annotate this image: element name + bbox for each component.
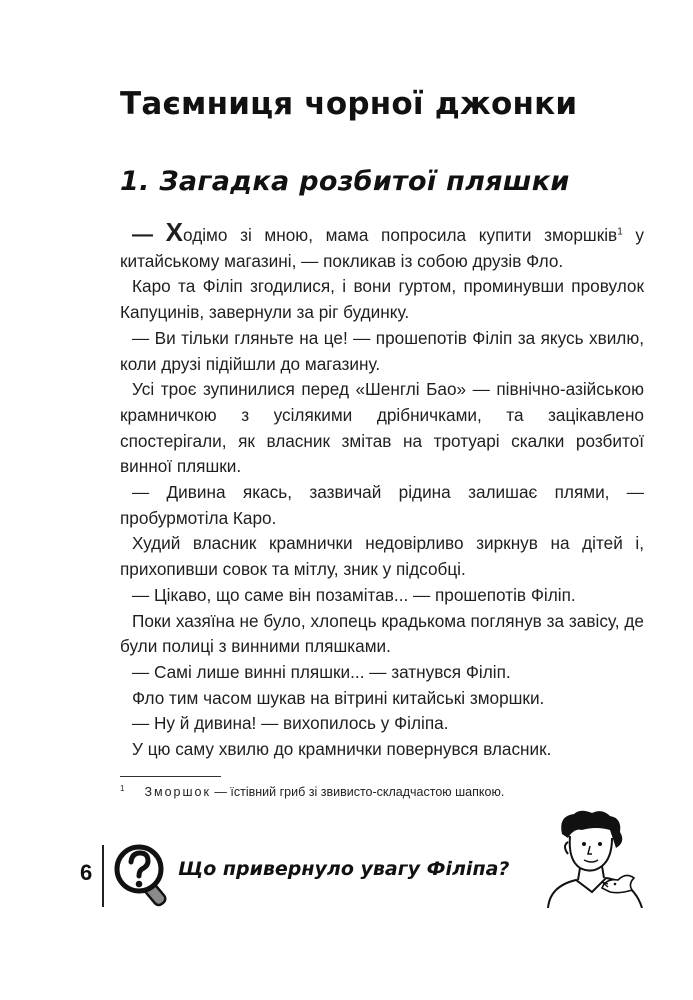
opening-dash: — [132,223,153,246]
page-number: 6 [80,860,93,885]
paragraph: — Самі лише винні пляшки... — затнувся Філіп. [132,661,511,682]
story-text [120,217,645,763]
footnote-number: 1 [120,784,125,793]
chapter-title: 1. Загадка розбитої пляшки [120,166,570,197]
paragraph: Фло тим часом шукав на вітрині китайські зморшки. [132,687,545,708]
paragraph: — Ви тільки гляньте на це! — прошепотів Філіп за якусь хвилю, коли друзі підійшли до магазину. [120,327,644,374]
paragraph: Худий власник крамнички недовірливо зиркнув на дітей і, прихопивши совок та мітлу, зник у підсобці. [120,533,644,580]
footnote-separator [120,776,221,777]
paragraph: У цю саму хвилю до крамнички повернувся власник. [132,739,552,760]
question-prompt: Що привернуло увагу Філіпа? [178,858,510,880]
paragraph: — Цікаво, що саме він позамітав... — прошепотів Філіп. [132,584,576,605]
paragraph: Каро та Філіп згодилися, і вони гуртом, проминувши провулок Капуцинів, завернули за ріг будинку. [120,276,644,323]
footnote [120,784,640,799]
paragraph: Усі троє зупинилися перед «Шенглі Бао» — північно-азійською крамничкою з усілякими дрібничками, та зацікавлено спостерігали, як власник змітав на тротуарі скалки розбитої винної пляшки. [120,379,644,477]
footnote-term: Зморшок [144,785,211,800]
paragraph-text: у китайському магазині, — покликав із собою друзів Фло. [120,225,645,271]
boy-with-bird-illustration [540,808,650,908]
magnifier-question-icon [112,842,176,908]
page-number-divider [102,845,104,907]
paragraph: Поки хазяїна не було, хлопець крадькома поглянув за завісу, де були полиці з винними пляшками. [120,610,644,657]
page-title: Таємниця чорної джонки [120,86,578,122]
footnote-reference[interactable]: 1 [617,226,623,238]
drop-cap-letter: Х [165,217,184,247]
paragraph-text: одімо зі мною, мама попросила купити зморшків [183,225,618,245]
paragraph: — Ну й дивина! — вихопилось у Філіпа. [132,713,449,734]
footnote-definition: — їстівний гриб зі звивисто-складчастою шапкою. [210,785,505,800]
paragraph-first [120,217,645,274]
paragraph: — Дивина якась, зазвичай рідина залишає плями, — пробурмотіла Каро. [120,482,644,528]
